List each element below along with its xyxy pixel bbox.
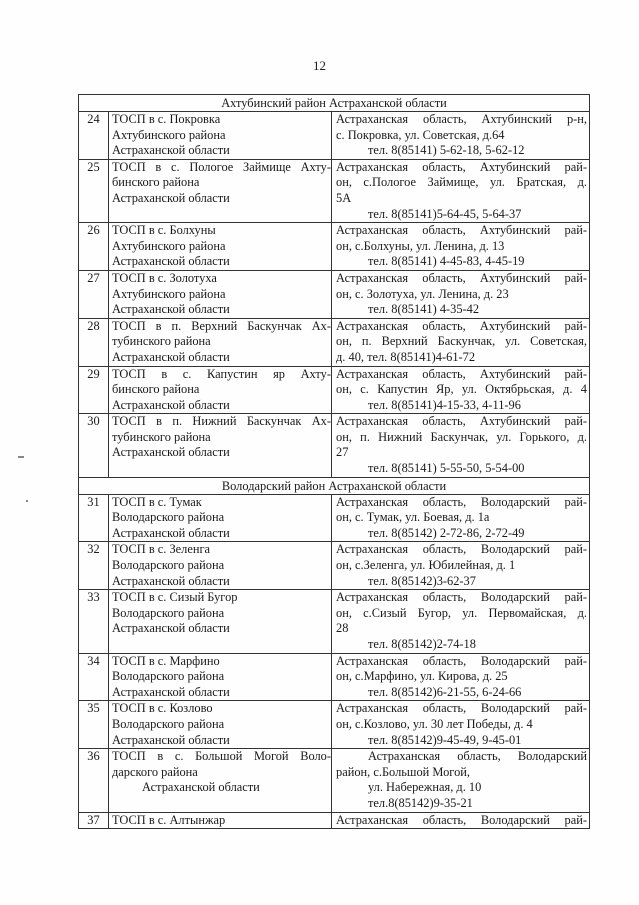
contacts-table xyxy=(78,94,590,829)
address-cell xyxy=(332,112,589,159)
address-line: он, с. Золотуха, ул. Ленина, д. 23 xyxy=(336,286,509,301)
office-name-line: ТОСП в с. Тумак xyxy=(112,494,202,509)
office-name-line: Володарского района xyxy=(112,605,225,620)
office-name-line: ТОСП в с. Алтынжар xyxy=(112,812,226,827)
address-line: он, п. Верхний Баскунчак, ул. Советская, xyxy=(336,334,587,349)
table-row xyxy=(79,160,589,223)
row-number: 33 xyxy=(79,590,109,652)
table-row xyxy=(79,813,589,829)
table-row xyxy=(79,271,589,319)
row-number: 29 xyxy=(79,367,109,414)
address-line: Астраханская область, Ахтубинский рай- xyxy=(336,159,587,174)
office-name-line: Астраханской области xyxy=(112,573,230,588)
office-name-line: Астраханской области xyxy=(112,254,230,269)
office-name-line: дарского района xyxy=(112,764,198,779)
address-cell xyxy=(332,160,589,222)
office-name-cell xyxy=(109,590,332,652)
address-line: тел. 8(85142)2-74-18 xyxy=(368,637,476,651)
address-cell xyxy=(332,542,589,589)
office-name-line: тубинского района xyxy=(112,334,211,349)
address-line: Астраханская область, Володарский рай- xyxy=(336,590,587,605)
address-line: тел. 8(85141) 5-62-18, 5-62-12 xyxy=(368,143,525,158)
table-row xyxy=(79,654,589,702)
office-name-line: ТОСП в с. Золотуха xyxy=(112,270,217,285)
table-row xyxy=(79,542,589,590)
address-line: Астраханская область, Ахтубинский рай- xyxy=(336,223,587,238)
office-name-cell xyxy=(109,414,332,476)
office-name-line: ТОСП в с. Капустин яр Ахту- xyxy=(112,366,331,381)
address-cell xyxy=(332,495,589,542)
table-row xyxy=(79,223,589,271)
address-cell xyxy=(332,590,589,652)
office-name-line: Ахтубинского района xyxy=(112,238,226,253)
section-header: Ахтубинский район Астраханской области xyxy=(79,95,589,112)
office-name-line: ТОСП в с. Пологое Займище Ахту- xyxy=(112,159,331,174)
address-line: он, п. Нижний Баскунчак, ул. Горького, д. xyxy=(336,429,587,444)
office-name-line: ТОСП в с. Покровка xyxy=(112,112,221,126)
office-name-cell xyxy=(109,223,332,270)
address-cell xyxy=(332,701,589,748)
address-cell xyxy=(332,813,589,829)
row-number: 31 xyxy=(79,495,109,542)
row-number: 30 xyxy=(79,414,109,476)
address-line: ул. Набережная, д. 10 xyxy=(368,780,482,795)
office-name-cell xyxy=(109,319,332,366)
office-name-cell xyxy=(109,701,332,748)
address-line: тел.8(85142)9-35-21 xyxy=(368,795,473,810)
row-number: 36 xyxy=(79,749,109,811)
address-line: он, с.Зеленга, ул. Юбилейная, д. 1 xyxy=(336,558,516,573)
row-number: 37 xyxy=(79,813,109,829)
address-line: тел. 8(85141) 5-55-50, 5-54-00 xyxy=(368,461,525,476)
office-name-line: Астраханской области xyxy=(112,143,230,158)
row-number: 35 xyxy=(79,701,109,748)
address-cell xyxy=(332,749,589,811)
office-name-line: тубинского района xyxy=(112,429,211,444)
table-row xyxy=(79,701,589,749)
address-line: тел. 8(85141)5-64-45, 5-64-37 xyxy=(368,206,522,221)
address-line: с. Покровка, ул. Советская, д.64 xyxy=(336,127,505,142)
address-cell xyxy=(332,367,589,414)
address-line: Астраханская область, Володарский рай- xyxy=(336,494,587,509)
address-line: он, с.Козлово, ул. 30 лет Победы, д. 4 xyxy=(336,716,533,731)
office-name-line: Астраханской области xyxy=(112,621,230,636)
address-line: он, с.Сизый Бугор, ул. Первомайская, д. xyxy=(336,605,587,620)
address-line: Астраханская область, Володарский xyxy=(368,749,587,764)
office-name-line: Володарского района xyxy=(112,558,225,573)
address-line: д. 40, тел. 8(85141)4-61-72 xyxy=(336,349,476,364)
address-line: Астраханская область, Ахтубинский рай- xyxy=(336,270,587,285)
office-name-cell xyxy=(109,749,332,811)
row-number: 28 xyxy=(79,319,109,366)
office-name-line: бинского района xyxy=(112,175,200,190)
address-line: он, с.Пологое Займище, ул. Братская, д. xyxy=(336,175,587,190)
office-name-cell xyxy=(109,542,332,589)
office-name-line: Астраханской области xyxy=(112,190,230,205)
office-name-line: ТОСП в с. Сизый Бугор xyxy=(112,590,238,605)
office-name-line: ТОСП в с. Марфино xyxy=(112,653,220,668)
address-line: Астраханская область, Володарский рай- xyxy=(336,701,587,716)
office-name-cell xyxy=(109,112,332,159)
address-line: Астраханская область, Ахтубинский рай- xyxy=(336,318,587,333)
row-number: 34 xyxy=(79,654,109,701)
address-line: он, с. Капустин Яр, ул. Октябрьская, д. 4 xyxy=(336,382,587,397)
office-name-line: Володарского района xyxy=(112,510,225,525)
address-line: он, с.Болхуны, ул. Ленина, д. 13 xyxy=(336,238,505,253)
office-name-line: Астраханской области xyxy=(112,732,230,747)
office-name-line: ТОСП в с. Зеленга xyxy=(112,542,211,557)
address-line: тел. 8(85142)3-62-37 xyxy=(368,573,476,588)
address-line: Астраханская область, Ахтубинский рай- xyxy=(336,366,587,381)
row-number: 27 xyxy=(79,271,109,318)
address-cell xyxy=(332,271,589,318)
office-name-line: ТОСП в п. Нижний Баскунчак Ах- xyxy=(112,414,331,429)
office-name-line: Володарского района xyxy=(112,669,225,684)
office-name-line: Астраханской области xyxy=(142,780,260,795)
address-cell xyxy=(332,223,589,270)
address-line: тел. 8(85141) 4-35-42 xyxy=(368,302,480,317)
row-number: 32 xyxy=(79,542,109,589)
address-line: тел. 8(85142)6-21-55, 6-24-66 xyxy=(368,684,522,699)
office-name-cell xyxy=(109,495,332,542)
address-cell xyxy=(332,414,589,476)
address-line: Астраханская область, Ахтубинский рай- xyxy=(336,414,587,429)
office-name-cell xyxy=(109,160,332,222)
address-line: 28 xyxy=(336,621,349,636)
address-cell xyxy=(332,319,589,366)
office-name-line: ТОСП в п. Верхний Баскунчак Ах- xyxy=(112,318,331,333)
office-name-line: Астраханской области xyxy=(112,349,230,364)
office-name-cell xyxy=(109,367,332,414)
address-line: 5А xyxy=(336,190,352,205)
address-line: тел. 8(85141)4-15-33, 4-11-96 xyxy=(368,397,521,412)
row-number: 24 xyxy=(79,112,109,159)
table-row xyxy=(79,319,589,367)
office-name-line: Астраханской области xyxy=(112,445,230,460)
office-name-cell xyxy=(109,654,332,701)
address-line: тел. 8(85141) 4-45-83, 4-45-19 xyxy=(368,254,525,269)
address-line: Астраханская область, Володарский рай- xyxy=(336,653,587,668)
page-number: 12 xyxy=(313,58,326,73)
scan-mark xyxy=(26,500,28,502)
office-name-line: бинского района xyxy=(112,382,200,397)
scan-mark xyxy=(18,456,24,458)
address-cell xyxy=(332,654,589,701)
office-name-line: Астраханской области xyxy=(112,302,230,317)
table-row xyxy=(79,749,589,812)
row-number: 25 xyxy=(79,160,109,222)
address-line: он, с.Марфино, ул. Кирова, д. 25 xyxy=(336,669,508,684)
table-row xyxy=(79,590,589,653)
office-name-line: ТОСП в с. Болхуны xyxy=(112,223,216,238)
address-line: тел. 8(85142)9-45-49, 9-45-01 xyxy=(368,732,522,747)
office-name-cell xyxy=(109,813,332,829)
table-row xyxy=(79,112,589,160)
address-line: тел. 8(85142) 2-72-86, 2-72-49 xyxy=(368,525,525,540)
office-name-line: Володарского района xyxy=(112,716,225,731)
table-row xyxy=(79,367,589,415)
office-name-line: Ахтубинского района xyxy=(112,286,226,301)
section-header: Володарский район Астраханской области xyxy=(79,478,589,495)
address-line: район, с.Большой Могой, xyxy=(336,764,470,779)
address-line: он, с. Тумак, ул. Боевая, д. 1а xyxy=(336,510,490,525)
address-line: Астраханская область, Ахтубинский р-н, xyxy=(336,112,587,126)
row-number: 26 xyxy=(79,223,109,270)
office-name-line: Астраханской области xyxy=(112,525,230,540)
office-name-line: ТОСП в с. Козлово xyxy=(112,701,213,716)
office-name-cell xyxy=(109,271,332,318)
office-name-line: Ахтубинского района xyxy=(112,127,226,142)
table-row xyxy=(79,414,589,477)
address-line: Астраханская область, Володарский рай- xyxy=(336,812,587,827)
address-line: Астраханская область, Володарский рай- xyxy=(336,542,587,557)
address-line: 27 xyxy=(336,445,349,460)
office-name-line: Астраханской области xyxy=(112,397,230,412)
office-name-line: Астраханской области xyxy=(112,684,230,699)
table-row xyxy=(79,495,589,543)
office-name-line: ТОСП в с. Большой Могой Воло- xyxy=(112,749,331,764)
